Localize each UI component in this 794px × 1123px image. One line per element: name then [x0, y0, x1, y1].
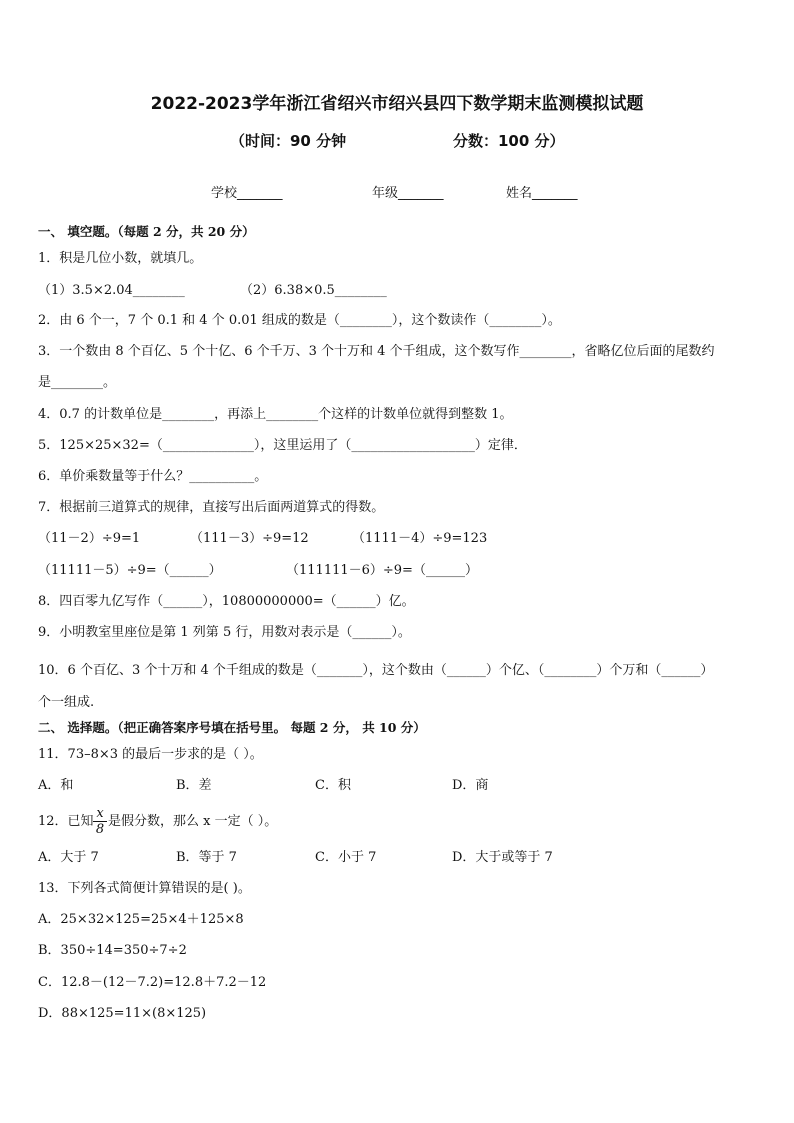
- school-field[interactable]: 学校_______: [211, 186, 283, 201]
- question-13-option-b: B．350÷14=350÷7÷2: [38, 943, 187, 958]
- fraction-x-over-8: [93, 806, 107, 837]
- question-7-expr-1: （11－2）÷9=1: [38, 531, 141, 546]
- question-13-option-d: D．88×125=11×(8×125): [38, 1006, 207, 1021]
- question-12-prefix: 12．已知: [38, 814, 94, 829]
- question-8: 8．四百零九亿写作（______），10800000000=（______）亿。: [38, 594, 415, 609]
- question-7: 7．根据前三道算式的规律，直接写出后面两道算式的得数。: [38, 500, 385, 515]
- question-6: 6．单价乘数量等于什么？__________。: [38, 469, 268, 484]
- question-1-part-2: （2）6.38×0.5________: [240, 283, 387, 298]
- question-3-line-1: 3．一个数由 8 个百亿、5 个十亿、6 个千万、3 个十万和 4 个千组成，这个数写作________，省略亿位后面的尾数约: [38, 344, 715, 359]
- question-10-line-1: 10．6 个百亿、3 个十万和 4 个千组成的数是（_______），这个数由（______）个亿、（________）个万和（______）: [38, 663, 714, 678]
- exam-time: （时间：90 分钟: [230, 132, 347, 150]
- page-title: 2022-2023学年浙江省绍兴市绍兴县四下数学期末监测模拟试题: [150, 94, 644, 114]
- question-2: 2．由 6 个一，7 个 0.1 和 4 个 0.01 组成的数是（________），这个数读作（________）。: [38, 313, 561, 328]
- question-7-expr-2: （111－3）÷9=12: [190, 531, 309, 546]
- fraction-numerator: x: [93, 806, 107, 822]
- exam-score: 分数：100 分）: [453, 132, 565, 150]
- question-9: 9．小明教室里座位是第 1 列第 5 行，用数对表示是（______）。: [38, 625, 411, 640]
- fraction-denominator: 8: [95, 822, 105, 837]
- question-3-line-2: 是________。: [38, 375, 117, 390]
- question-11-option-b: B．差: [176, 778, 212, 793]
- name-field[interactable]: 姓名_______: [506, 186, 578, 201]
- question-1: 1．积是几位小数，就填几。: [38, 251, 203, 266]
- question-11-option-c: C．积: [315, 778, 351, 793]
- question-12-suffix: 是假分数，那么 x 一定（ ）。: [108, 814, 278, 829]
- question-10-line-2: 个一组成.: [38, 695, 95, 710]
- question-4: 4．0.7 的计数单位是________，再添上________个这样的计数单位就得到整数 1。: [38, 407, 513, 422]
- section-2-heading: 二、 选择题。（把正确答案序号填在括号里。 每题 2 分， 共 10 分）: [38, 720, 426, 735]
- question-12-option-d: D．大于或等于 7: [452, 850, 553, 865]
- question-12-option-c: C．小于 7: [315, 850, 377, 865]
- question-11: 11．73–8×3 的最后一步求的是（ ）。: [38, 747, 263, 762]
- question-13-option-c: C．12.8－(12－7.2)=12.8＋7.2－12: [38, 975, 267, 990]
- question-12-option-a: A．大于 7: [38, 850, 99, 865]
- question-7-expr-3: （1111－4）÷9=123: [352, 531, 488, 546]
- question-1-part-1: （1）3.5×2.04________: [38, 283, 185, 298]
- question-5: 5．125×25×32=（______________），这里运用了（___________________）定律．: [38, 438, 527, 453]
- question-11-option-a: A．和: [38, 778, 74, 793]
- question-13-option-a: A．25×32×125=25×4＋125×8: [38, 912, 244, 927]
- section-1-heading: 一、 填空题。（每题 2 分，共 20 分）: [38, 224, 255, 239]
- question-13: 13．下列各式简便计算错误的是( )。: [38, 881, 251, 896]
- grade-field[interactable]: 年级_______: [372, 186, 444, 201]
- question-12-option-b: B．等于 7: [176, 850, 237, 865]
- question-7-expr-5: （111111－6）÷9=（______）: [286, 563, 478, 578]
- question-7-expr-4: （11111－5）÷9=（______）: [38, 563, 222, 578]
- question-11-option-d: D．商: [452, 778, 489, 793]
